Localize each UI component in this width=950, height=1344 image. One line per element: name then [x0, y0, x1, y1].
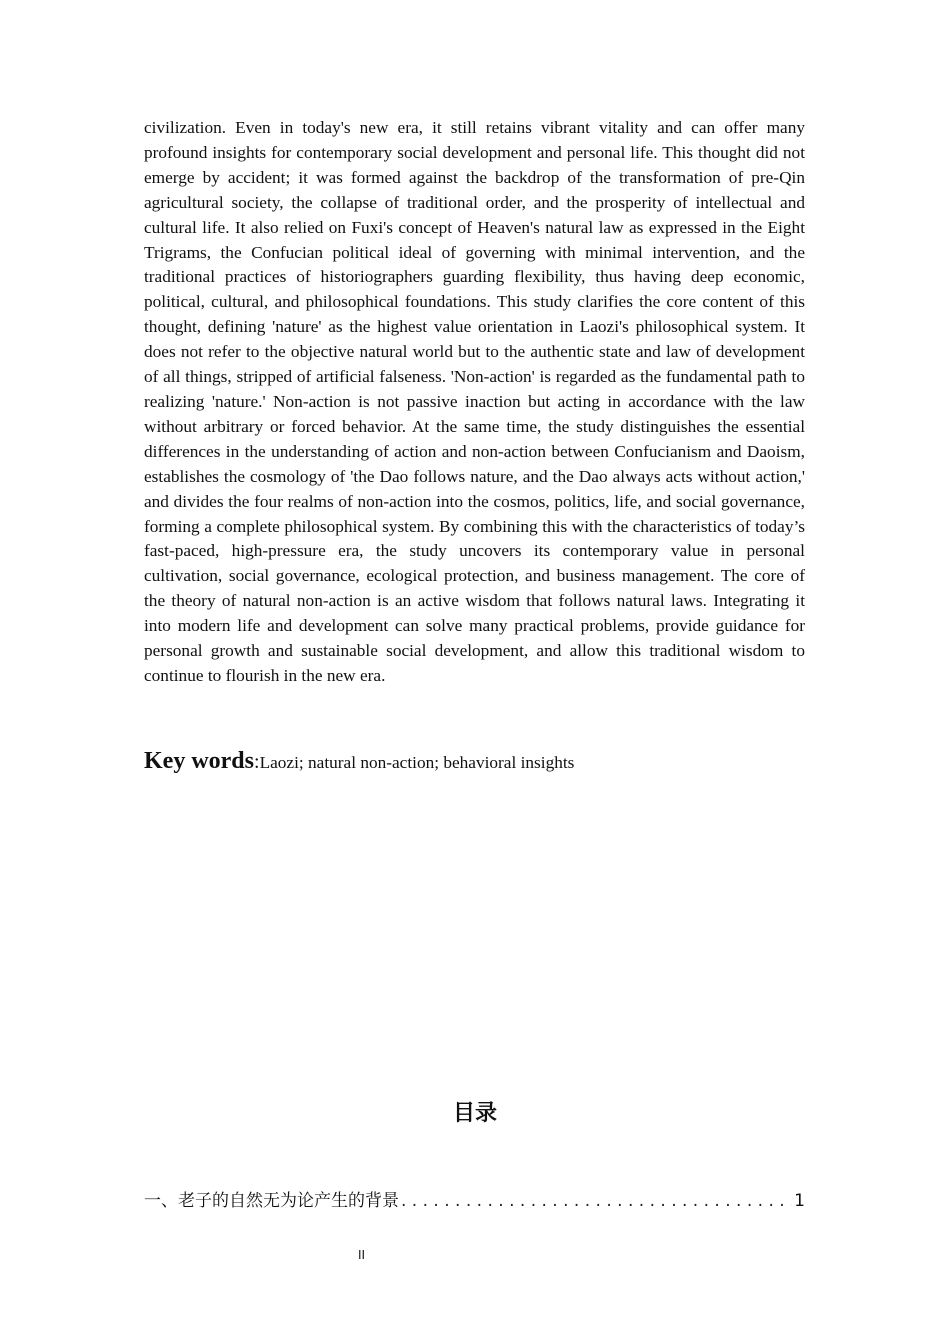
keywords-line [144, 748, 805, 775]
keywords-values: Laozi; natural non-action; behavioral insights [259, 753, 575, 772]
toc-dot-leader [401, 1191, 792, 1211]
toc-entry-title[interactable]: 一、老子的自然无为论产生的背景 [144, 1191, 399, 1211]
toc-title: 目录 [452, 1101, 497, 1126]
toc-entry[interactable] [144, 1186, 805, 1211]
page-number: II [358, 1248, 366, 1262]
toc-entry-page-number[interactable]: 1 [794, 1191, 805, 1211]
keywords-separator: : [254, 751, 260, 773]
abstract-paragraph: civilization. Even in today's new era, it still retains vibrant vitality and can offer many profound insights for contemporary social development and personal life. This thought did not emerge by accident; it was formed against the backdrop of the transformation of pre-Qin agricultural society, the collapse of traditional order, and the prosperity of intellectual and cultural life. It also relied on Fuxi's concept of Heaven's natural law as expressed in the Eight Trigrams, the Confucian political ideal of governing with minimal intervention, and the traditional practices of historiographers guarding flexibility, thus having deep economic, political, cultural, and philosophical foundations. This study clarifies the core content of this thought, defining 'nature' as the highest value orientation in Laozi's philosophical system. It does not refer to the objective natural world but to the authentic state and law of development of all things, stripped of artificial falseness. 'Non-action' is regarded as the fundamental path to realizing 'nature.' Non-action is not passive inaction but acting in accordance with the law without arbitrary or forced behavior. At the same time, the study distinguishes the essential differences in the understanding of action and non-action between Confucianism and Daoism, establishes the cosmology of 'the Dao follows nature, and the Dao always acts without action,' and divides the four realms of non-action into the cosmos, politics, life, and social governance, forming a complete philosophical system. By combining this with the characteristics of today’s fast-paced, high-pressure era, the study uncovers its contemporary value in personal cultivation, social governance, ecological protection, and business management. The core of the theory of natural non-action is an active wisdom that follows natural laws. Integrating it into modern life and development can solve many practical problems, provide guidance for personal growth and sustainable social development, and allow this traditional wisdom to continue to flourish in the new era. [144, 118, 805, 685]
keywords-label: Key words [144, 748, 254, 774]
